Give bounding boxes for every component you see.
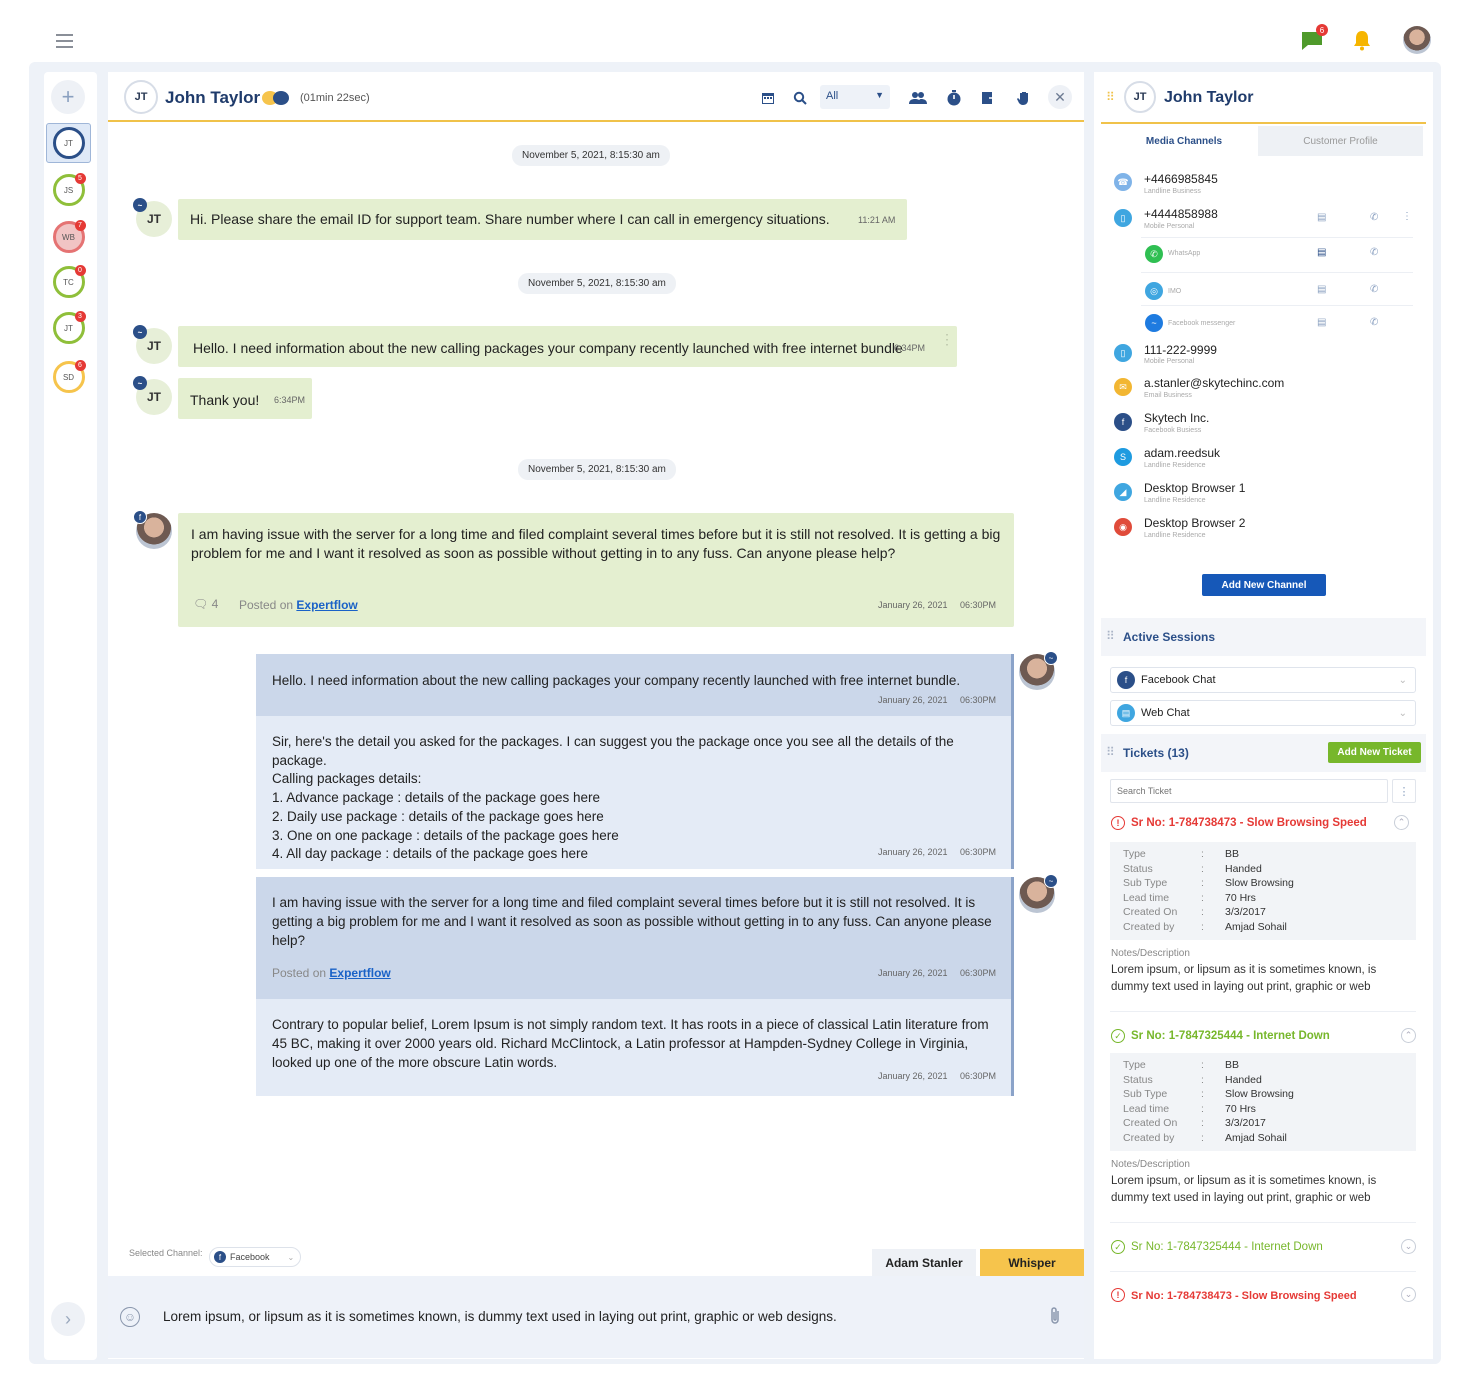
chevron-down-icon: ▼ [875, 90, 884, 100]
chevron-up-icon[interactable]: ⌃ [1401, 1028, 1416, 1043]
drag-handle-icon[interactable]: ⠿ [1106, 90, 1115, 104]
message-text: Contrary to popular belief, Lorem Ipsum is not simply random text. It has roots in a piece of classical Latin literature from 45 BC, making it over 2000 years old. Richard McClintock, a Latin professor at Hampden-Sydney College in Virginia, looked up one of the more obscure Latin words. [272, 1017, 989, 1070]
channel-value: +4466985845 [1144, 172, 1218, 186]
rail-avatar [53, 221, 85, 253]
rail-item[interactable] [46, 123, 91, 163]
divider [1141, 237, 1413, 238]
facebook-icon: f [214, 1251, 226, 1263]
message-line: Calling packages details: [272, 771, 422, 787]
field-label: Created On [1123, 1117, 1178, 1129]
alert-icon: ! [1111, 1288, 1125, 1302]
customer-avatar: JT [1124, 81, 1156, 113]
tab-agent-reply[interactable]: Adam Stanler [872, 1249, 976, 1276]
session-label: Facebook Chat [1141, 674, 1216, 686]
date-separator: November 5, 2021, 8:15:30 am [518, 273, 676, 294]
phone-icon[interactable]: ✆ [1370, 212, 1379, 223]
more-options-icon[interactable]: ⋮ [1392, 779, 1416, 803]
message-line: 2. Daily use package : details of the package goes here [272, 808, 604, 824]
post-link[interactable]: Expertflow [296, 598, 358, 612]
message-time: 11:21 AM [858, 215, 896, 225]
phone-icon[interactable]: ✆ [1370, 247, 1379, 258]
field-value: BB [1225, 1059, 1240, 1071]
message-time: 6:34PM [274, 395, 306, 405]
channel-value: Skytech Inc. [1144, 411, 1210, 425]
phone-icon[interactable]: ✆ [1370, 317, 1379, 328]
emoji-icon[interactable]: ☺ [120, 1307, 140, 1327]
field-label: Status [1123, 1073, 1153, 1086]
active-sessions-title: Active Sessions [1123, 630, 1216, 644]
rail-item[interactable] [46, 217, 91, 257]
browser-icon: ◢ [1114, 483, 1132, 501]
message-time: 06:30PM [960, 847, 997, 857]
message-bubble [178, 326, 957, 367]
close-icon[interactable]: ✕ [1048, 85, 1072, 109]
divider [1110, 1222, 1416, 1223]
add-new-ticket-button[interactable]: Add New Ticket [1328, 742, 1421, 763]
field-value: Handed [1225, 862, 1262, 875]
field-label: Type [1123, 848, 1146, 860]
field-value: Handed [1225, 1073, 1262, 1086]
comments-value: 4 [211, 597, 219, 611]
email-icon: ✉ [1114, 378, 1132, 396]
chevron-up-icon[interactable]: ⌃ [1394, 815, 1409, 830]
agent-photo-avatar [1019, 654, 1055, 690]
field-value: 3/3/2017 [1225, 1117, 1266, 1129]
avatar-initials: JT [146, 212, 161, 226]
rail-avatar-label: JS [63, 185, 74, 195]
field-label: Created by [1123, 920, 1175, 933]
post-bubble [178, 513, 1014, 627]
channel-value: a.stanler@skytechinc.com [1144, 376, 1285, 390]
field-label: Type [1123, 1059, 1146, 1071]
chevron-down-icon: ⌄ [287, 1252, 295, 1262]
facebook-messenger-icon: ~ [1145, 314, 1163, 332]
ticket-title[interactable]: Sr No: 1-784738473 - Slow Browsing Speed [1131, 1290, 1357, 1302]
sub-channel-label: WhatsApp [1168, 250, 1201, 257]
quoted-time: 06:30PM [960, 695, 997, 705]
selected-channel-label: Selected Channel: [129, 1248, 203, 1258]
rail-badge: 0 [75, 265, 86, 276]
phone-icon[interactable]: ✆ [1370, 284, 1379, 295]
message-line: 3. One on one package : details of the package goes here [272, 827, 619, 843]
menu-icon[interactable] [56, 34, 73, 48]
avatar-initials: JT [146, 339, 161, 353]
rail-avatar-label: TC [63, 277, 74, 287]
post-source [272, 966, 391, 980]
field-label: Lead time [1123, 1102, 1170, 1115]
channel-value: Desktop Browser 1 [1144, 481, 1246, 495]
channel-selector[interactable] [209, 1247, 301, 1267]
field-value: Slow Browsing [1225, 1088, 1294, 1100]
avatar-initials: JT [146, 390, 161, 404]
rail-badge: 5 [75, 173, 86, 184]
mobile-icon: ▯ [1114, 209, 1132, 227]
timer-icon[interactable] [942, 86, 966, 110]
facebook-icon: f [1117, 671, 1135, 689]
sub-channel-label: IMO [1168, 288, 1182, 295]
channel-type: Landline Business [1144, 188, 1201, 195]
check-circle-icon: ✓ [1111, 1029, 1125, 1043]
message-icon[interactable]: ▤ [1317, 317, 1327, 328]
rail-avatar [53, 361, 85, 393]
chevron-down-icon: ⌄ [1398, 707, 1407, 719]
date-separator: November 5, 2021, 8:15:30 am [518, 459, 676, 480]
quoted-message [256, 654, 1014, 716]
header-divider [1101, 122, 1426, 124]
session-web-chat[interactable] [1110, 700, 1416, 726]
customer-message-avatar [136, 328, 172, 364]
channel-row[interactable] [1114, 173, 1132, 191]
chevron-down-icon[interactable]: ⌄ [1401, 1239, 1416, 1254]
rail-badge: 6 [75, 360, 86, 371]
field-value: Amjad Sohail [1225, 920, 1287, 933]
more-options-icon[interactable]: ⋮ [1402, 211, 1412, 222]
rail-item[interactable] [46, 357, 91, 397]
channel-type: Landline Residence [1144, 497, 1206, 504]
messenger-icon: ~ [133, 198, 147, 212]
chevron-down-icon: ⌄ [1398, 674, 1407, 686]
field-separators: : : : : : : [1201, 848, 1204, 933]
ticket-title[interactable]: Sr No: 1-784738473 - Slow Browsing Speed [1131, 817, 1367, 829]
rail-avatar-label: SD [62, 372, 75, 382]
search-ticket-input[interactable] [1110, 779, 1388, 803]
tab-customer-profile[interactable]: Customer Profile [1258, 126, 1423, 156]
message-date: January 26, 2021 [878, 847, 948, 857]
field-label: Created by [1123, 1131, 1175, 1144]
chat-notification-icon[interactable] [1298, 26, 1326, 54]
quoted-time: 06:30PM [960, 968, 997, 978]
rail-avatar-label: WB [62, 232, 75, 242]
customer-photo-avatar [136, 513, 172, 549]
divider [1110, 1271, 1416, 1272]
customer-name: John Taylor [1164, 89, 1254, 106]
notes-text: Lorem ipsum, or lipsum as it is sometimes known, is dummy text used in laying out print, graphic or web [1111, 1175, 1377, 1204]
more-options-icon[interactable]: ⋮ [940, 331, 954, 347]
channel-type: Mobile Personal [1144, 358, 1195, 365]
skype-icon: S [1114, 448, 1132, 466]
tickets-title: Tickets (13) [1123, 746, 1189, 760]
channel-type: Landline Residence [1144, 462, 1206, 469]
chevron-down-icon[interactable]: ⌄ [1401, 1287, 1416, 1302]
rail-avatar-label: JT [64, 323, 73, 333]
post-time: 06:30PM [960, 600, 997, 610]
message-icon[interactable]: ▤ [1317, 247, 1327, 258]
user-avatar[interactable] [1403, 26, 1431, 54]
field-label: Sub Type [1123, 1088, 1168, 1100]
messenger-icon: ~ [133, 376, 147, 390]
rail-avatar [53, 266, 85, 298]
message-filter-select[interactable] [820, 85, 890, 109]
filter-value: All [826, 90, 839, 102]
alert-icon: ! [1111, 816, 1125, 830]
whatsapp-icon: ✆ [1145, 245, 1163, 263]
channel-type: Landline Residence [1144, 532, 1206, 539]
facebook-icon: f [1114, 413, 1132, 431]
notes-text: Lorem ipsum, or lipsum as it is sometimes known, is dummy text used in laying out print, graphic or web [1111, 964, 1377, 993]
message-line: 4. All day package : details of the package goes here [272, 846, 588, 862]
post-link[interactable]: Expertflow [329, 966, 391, 980]
customer-message-avatar [136, 379, 172, 415]
quoted-post [256, 877, 1014, 999]
quoted-text: Hello. I need information about the new calling packages your company recently launched with free internet bundle. [272, 673, 961, 688]
landline-icon: ☎ [1114, 173, 1132, 191]
chat-badge: 6 [1316, 24, 1328, 36]
add-new-channel-button[interactable]: Add New Channel [1202, 574, 1326, 596]
channel-type: Mobile Personal [1144, 223, 1195, 230]
ticket-title[interactable]: Sr No: 1-7847325444 - Internet Down [1131, 1241, 1323, 1253]
rail-badge: 7 [75, 220, 86, 231]
channel-value: 111-222-9999 [1144, 343, 1217, 357]
participants-icon[interactable] [906, 86, 930, 110]
rail-item[interactable] [46, 262, 91, 302]
messenger-icon: ~ [1044, 651, 1058, 665]
tab-media-channels[interactable]: Media Channels [1110, 126, 1258, 156]
notes-label: Notes/Description [1111, 1159, 1190, 1170]
message-icon[interactable]: ▤ [1317, 212, 1327, 223]
customer-name: John Taylor [165, 88, 261, 107]
agent-message-bubble [256, 716, 1014, 869]
comments-count[interactable] [193, 597, 218, 611]
rail-avatar-label: JT [64, 138, 73, 148]
rail-item[interactable] [46, 308, 91, 348]
field-label: Sub Type [1123, 877, 1168, 889]
post-text: I am having issue with the server for a long time and filed complaint several times before but it is still not resolved. It is getting a big problem for me and I want it resolved as soon as possible without getting in to any fuss. Can anyone please help? [191, 526, 1001, 561]
ticket-details [1110, 1053, 1416, 1151]
posted-on-label: Posted on [272, 966, 327, 980]
field-label: Created On [1123, 906, 1178, 918]
session-label: Web Chat [1141, 707, 1190, 719]
message-text: Hello. I need information about the new calling packages your company recently launched with free internet bundle [193, 340, 903, 356]
chrome-icon: ◉ [1114, 518, 1132, 536]
quoted-date: January 26, 2021 [878, 695, 948, 705]
field-value: 3/3/2017 [1225, 906, 1266, 918]
customer-message-avatar [136, 201, 172, 237]
divider [1110, 1011, 1416, 1012]
session-facebook-chat[interactable] [1110, 667, 1416, 693]
message-line: Sir, here's the detail you asked for the packages. I can suggest you the package once you see all the details of the package. [272, 734, 954, 768]
message-time: 06:30PM [960, 1071, 997, 1081]
field-value: Slow Browsing [1225, 877, 1294, 889]
facebook-icon: f [133, 510, 147, 524]
divider [1141, 305, 1413, 306]
message-line: 1. Advance package : details of the package goes here [272, 790, 600, 806]
bell-icon[interactable] [1348, 26, 1376, 54]
rail-avatar [53, 174, 85, 206]
messenger-icon: ~ [1044, 874, 1058, 888]
chevron-right-icon[interactable]: › [51, 1302, 85, 1336]
post-date: January 26, 2021 [878, 600, 948, 610]
rail-item[interactable] [46, 170, 91, 210]
rail-avatar [53, 312, 85, 344]
add-conversation-button[interactable]: + [51, 80, 85, 114]
channel-value: +4444858988 [1144, 207, 1218, 221]
message-icon[interactable]: ▤ [1317, 284, 1327, 295]
message-text: Thank you! [190, 392, 260, 408]
session-timer: (01min 22sec) [300, 92, 370, 104]
sub-channel-label: Facebook messenger [1168, 320, 1236, 327]
message-bubble [178, 199, 907, 240]
message-date: January 26, 2021 [878, 1071, 948, 1081]
tab-whisper[interactable]: Whisper [980, 1249, 1084, 1276]
transfer-icon[interactable] [977, 86, 1001, 110]
ticket-details [1110, 842, 1416, 940]
drag-handle-icon[interactable]: ⠿ [1106, 745, 1115, 759]
status-toggle[interactable] [262, 91, 290, 105]
field-separators: : : : : : : [1201, 1059, 1204, 1144]
channel-value: Desktop Browser 2 [1144, 516, 1246, 530]
agent-message-bubble [256, 999, 1014, 1096]
date-separator: November 5, 2021, 8:15:30 am [512, 145, 670, 166]
ticket-title[interactable]: Sr No: 1-7847325444 - Internet Down [1131, 1030, 1330, 1042]
field-label: Lead time [1123, 891, 1170, 904]
rail-avatar [53, 127, 85, 159]
quoted-date: January 26, 2021 [878, 968, 948, 978]
quoted-text: I am having issue with the server for a long time and filed complaint several times before but it is still not resolved. It is getting a big problem for me and I want it resolved as soon as possible without getting in to any fuss. Can anyone please help? [272, 895, 992, 948]
web-chat-icon: ▤ [1117, 704, 1135, 722]
notes-label: Notes/Description [1111, 948, 1190, 959]
search-icon[interactable] [788, 86, 812, 110]
field-value: BB [1225, 848, 1240, 860]
post-source [239, 598, 358, 612]
message-text: Hi. Please share the email ID for support team. Share number where I can call in emergency situations. [190, 211, 830, 227]
channel-type: Facebook Busiess [1144, 427, 1202, 434]
channel-value: adam.reedsuk [1144, 446, 1221, 460]
check-circle-icon: ✓ [1111, 1240, 1125, 1254]
field-value: Amjad Sohail [1225, 1131, 1287, 1144]
channel-type: Email Business [1144, 392, 1192, 399]
agent-message-lines [272, 733, 1007, 864]
channel-row[interactable] [1114, 209, 1132, 227]
customer-avatar: JT [124, 80, 158, 114]
field-label: Status [1123, 862, 1153, 875]
messenger-icon: ~ [133, 325, 147, 339]
drag-handle-icon[interactable]: ⠿ [1106, 629, 1115, 643]
attachment-icon[interactable] [1049, 1306, 1061, 1331]
message-bubble [178, 378, 312, 419]
divider [1141, 272, 1413, 273]
agent-photo-avatar [1019, 877, 1055, 913]
posted-on-label: Posted on [239, 598, 294, 612]
message-time: 6:34PM [894, 343, 926, 353]
mobile-icon: ▯ [1114, 344, 1132, 362]
field-value: 70 Hrs [1225, 891, 1256, 904]
compose-input[interactable]: Lorem ipsum, or lipsum as it is sometimes known, is dummy text used in laying out print, graphic or web designs. [163, 1309, 837, 1324]
calendar-icon[interactable] [756, 86, 780, 110]
imo-icon: ◎ [1145, 282, 1163, 300]
rail-badge: 3 [75, 311, 86, 322]
field-value: 70 Hrs [1225, 1102, 1256, 1115]
comment-icon: 🗨 [193, 597, 209, 611]
channel-value: Facebook [230, 1252, 270, 1262]
hand-icon[interactable] [1012, 86, 1036, 110]
